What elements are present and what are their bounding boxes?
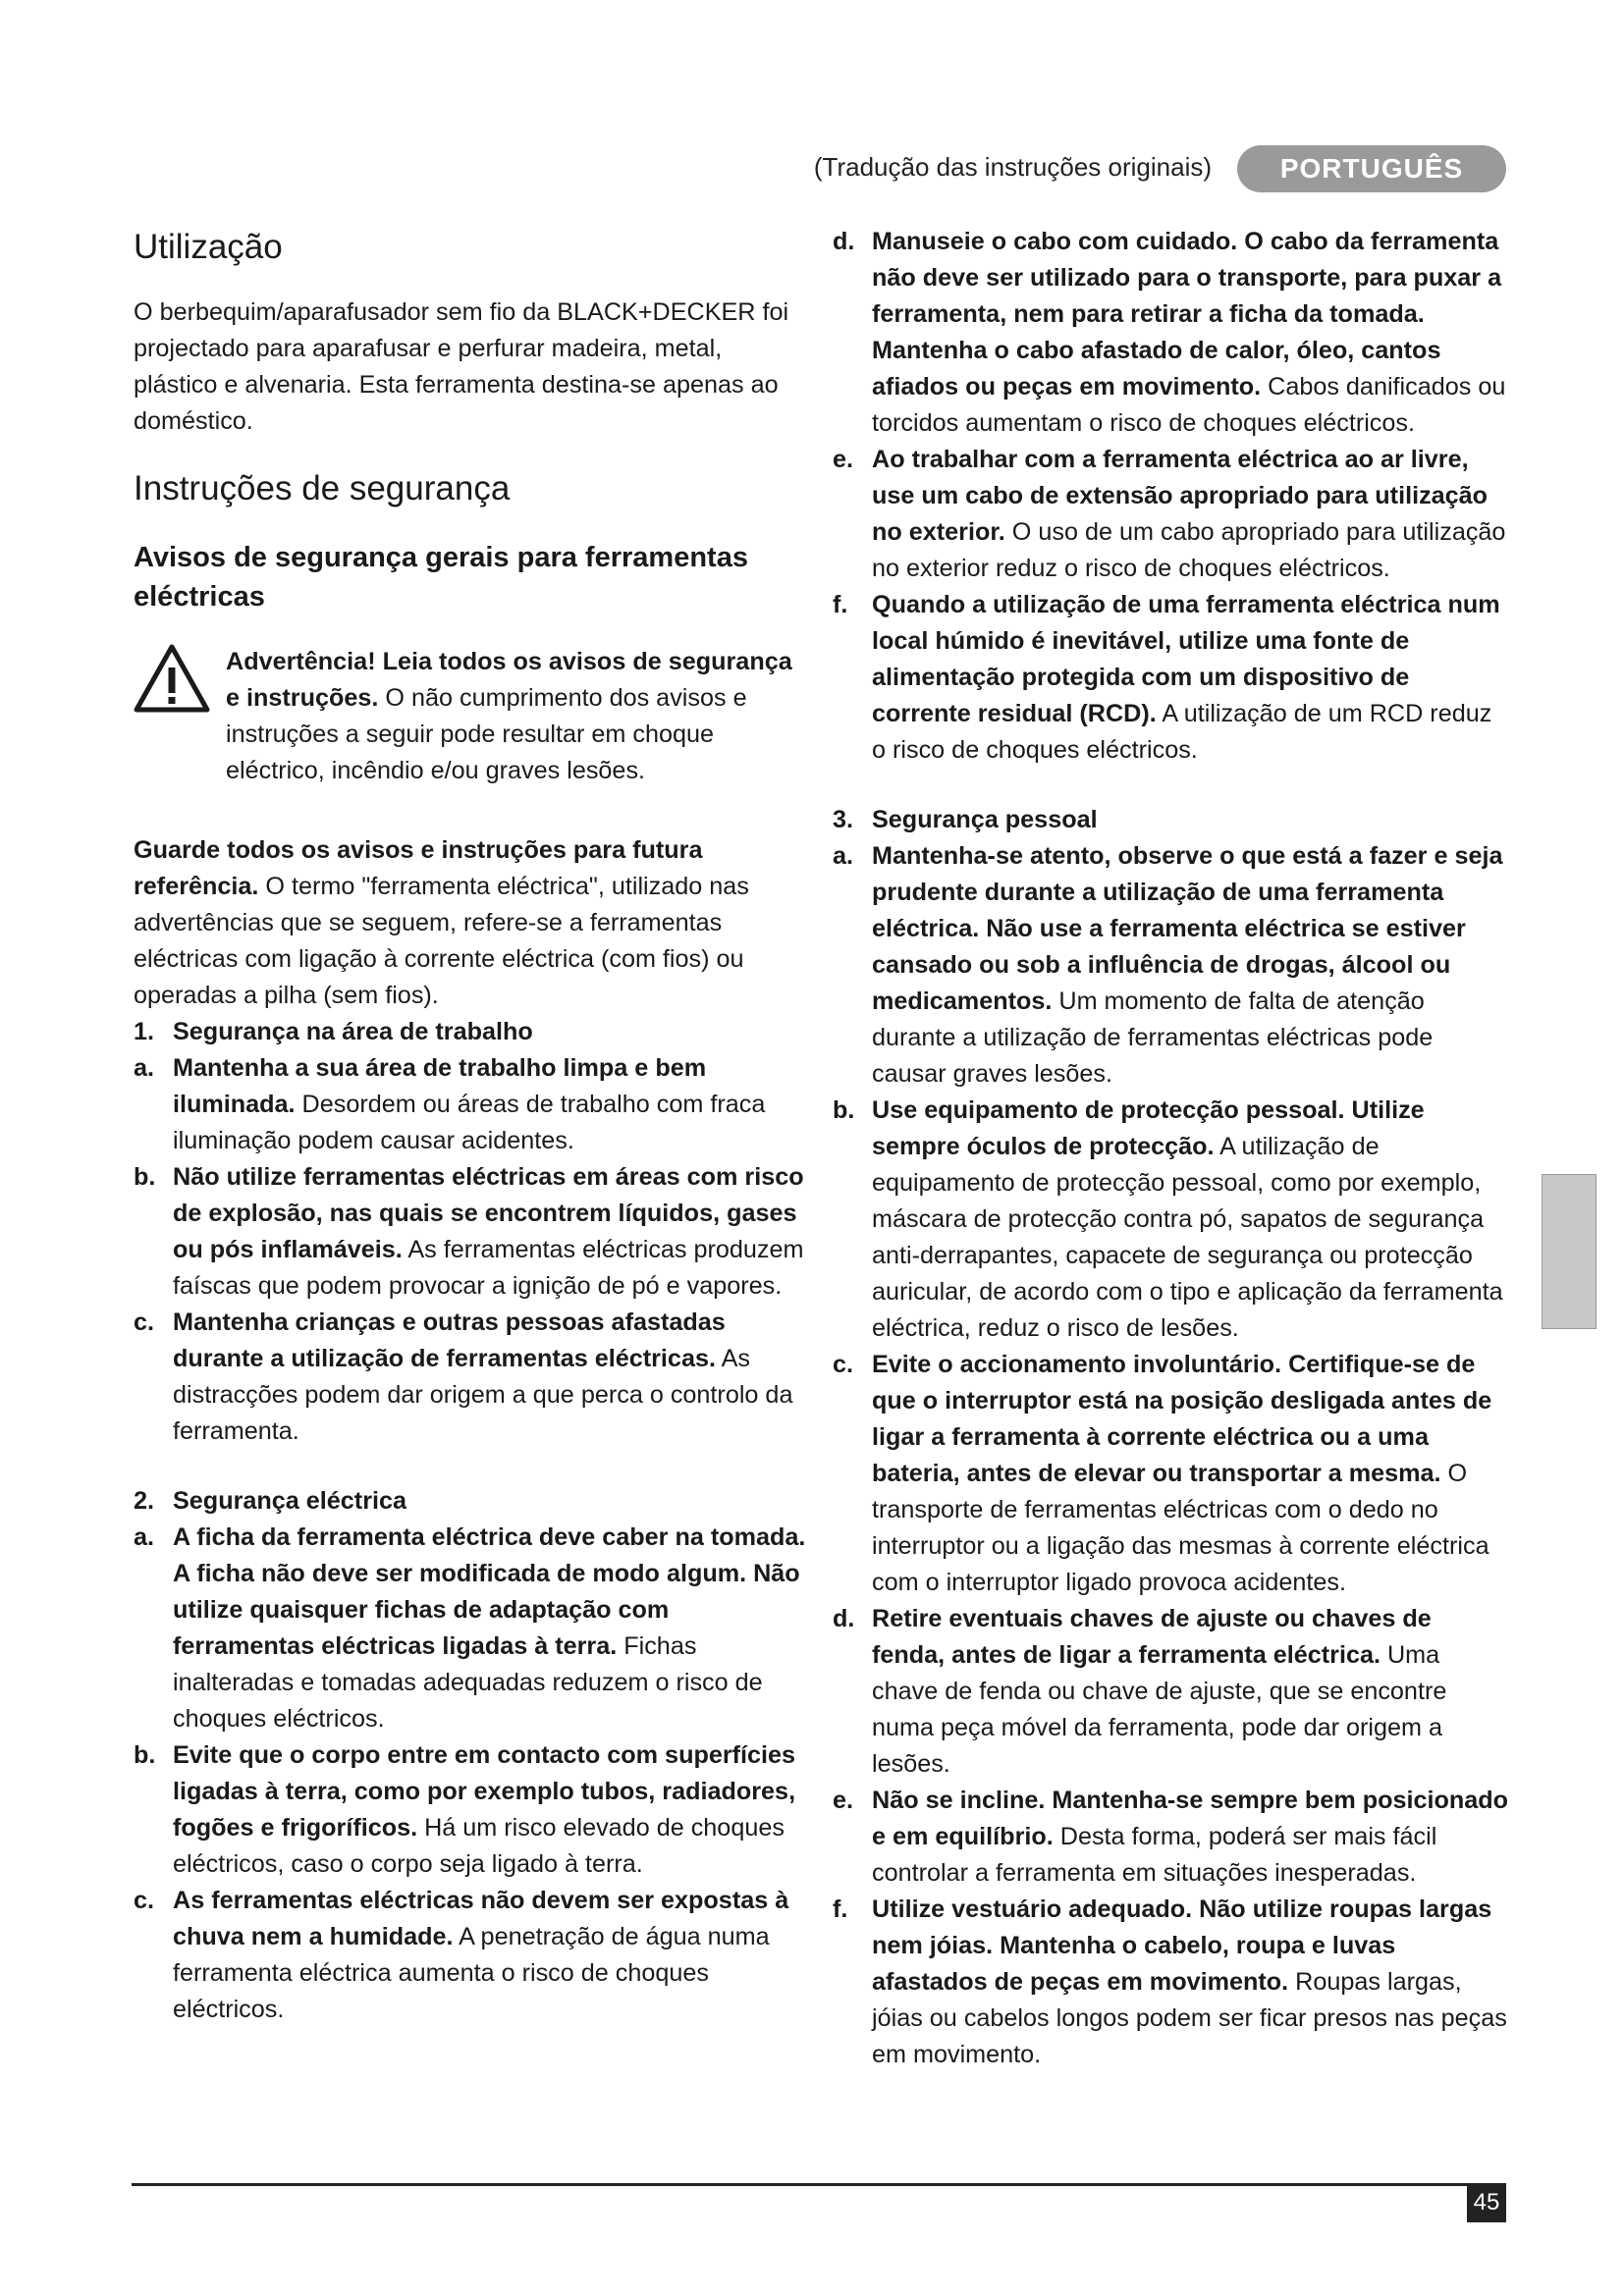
item-text: Uma chave de fenda ou chave de ajuste, que se encontre numa peça móvel da ferramenta, pode dar origem a lesões. [872, 1641, 1447, 1778]
item-bold: Mantenha a sua área de trabalho limpa e bem iluminada. [173, 1054, 707, 1118]
item-text: As distracções podem dar origem a que perca o controlo da ferramenta. [173, 1345, 793, 1445]
heading-safety: Instruções de segurança [134, 469, 511, 507]
warning-text: O não cumprimento dos avisos e instruções a seguir pode resultar em choque eléctrico, incêndio e/ou graves lesões. [226, 684, 747, 784]
section-electrical-safety-cont [833, 224, 1510, 769]
item-label: c. [134, 1887, 155, 1914]
section-number: 3. [833, 806, 854, 833]
warning-block [134, 644, 811, 789]
item-label: f. [833, 1896, 848, 1923]
item-bold: Ao trabalhar com a ferramenta eléctrica ao ar livre, use um cabo de extensão apropriado para utilização no exterior. [872, 446, 1489, 546]
keep-instructions [134, 832, 811, 1014]
item-bold: A ficha da ferramenta eléctrica deve caber na tomada. A ficha não deve ser modificada de modo algum. Não utilize quaisquer fichas de adaptação com ferramentas eléctricas ligadas à terra. [173, 1523, 806, 1660]
list-item [833, 442, 1510, 587]
right-column [833, 224, 1510, 2107]
warning-bold: Advertência! Leia todos os avisos de segurança e instruções. [226, 648, 792, 712]
item-bold: Mantenha crianças e outras pessoas afastadas durante a utilização de ferramentas eléctricas. [173, 1308, 726, 1372]
keep-bold: Guarde todos os avisos e instruções para futura referência. [134, 836, 703, 900]
item-label: e. [833, 446, 854, 473]
item-text: Um momento de falta de atenção durante a utilização de ferramentas eléctricas pode causar graves lesões. [872, 988, 1434, 1088]
item-text: As ferramentas eléctricas produzem faíscas que podem provocar a ignição de pó e vapores. [173, 1236, 804, 1300]
list-item [833, 1093, 1510, 1347]
item-bold: Retire eventuais chaves de ajuste ou chaves de fenda, antes de ligar a ferramenta eléctrica. [872, 1605, 1432, 1669]
list-item [134, 1159, 811, 1305]
item-label: e. [833, 1787, 854, 1814]
heading-general-warnings: Avisos de segurança gerais para ferramentas eléctricas [134, 542, 748, 613]
item-bold: Utilize vestuário adequado. Não utilize roupas largas nem jóias. Mantenha o cabelo, roupa e luvas afastados de peças em movimento. [872, 1896, 1492, 1996]
list-item [833, 1892, 1510, 2073]
item-label: c. [134, 1308, 155, 1336]
section-personal-safety [833, 802, 1510, 2073]
item-text: A utilização de equipamento de protecção pessoal, como por exemplo, máscara de protecção contra pó, sapatos de segurança anti-derrapantes, capacete de segurança ou protecção auricular, de acordo com o tipo e aplicação da ferramenta eléctrica, reduz o risco de lesões. [872, 1133, 1503, 1342]
item-text: O uso de um cabo apropriado para utilização no exterior reduz o risco de choques eléctricos. [872, 518, 1506, 582]
item-bold: Não utilize ferramentas eléctricas em áreas com risco de explosão, nas quais se encontrem líquidos, gases ou pós inflamáveis. [173, 1163, 804, 1263]
item-label: a. [833, 842, 854, 870]
list-item [134, 1883, 811, 2028]
item-label: b. [134, 1163, 156, 1191]
item-bold: Mantenha-se atento, observe o que está a fazer e seja prudente durante a utilização de uma ferramenta eléctrica. Não use a ferramenta eléctrica se estiver cansado ou sob a influência de drogas, álcool ou medicamentos. [872, 842, 1503, 1015]
list-item [833, 1783, 1510, 1892]
section-title-text: Segurança eléctrica [173, 1487, 407, 1515]
section-electrical-safety [134, 1483, 811, 2028]
item-text: Desta forma, poderá ser mais fácil controlar a ferramenta em situações inesperadas. [872, 1823, 1437, 1887]
item-bold: Use equipamento de protecção pessoal. Utilize sempre óculos de protecção. [872, 1096, 1425, 1160]
list-item [833, 587, 1510, 769]
item-label: c. [833, 1351, 854, 1378]
item-label: d. [833, 1605, 855, 1632]
item-label: b. [134, 1741, 156, 1769]
item-bold: Evite que o corpo entre em contacto com superfícies ligadas à terra, como por exemplo tubos, radiadores, fogões e frigoríficos. [173, 1741, 796, 1842]
item-text: Desordem ou áreas de trabalho com fraca iluminação podem causar acidentes. [173, 1091, 766, 1154]
item-bold: Não se incline. Mantenha-se sempre bem posicionado e em equilíbrio. [872, 1787, 1509, 1850]
item-bold: Evite o accionamento involuntário. Certifique-se de que o interruptor está na posição desligada antes de ligar a ferramenta à corrente eléctrica ou a uma bateria, antes de elevar ou transportar a mesma. [872, 1351, 1492, 1487]
side-thumb-tab [1542, 1174, 1597, 1329]
item-text: Roupas largas, jóias ou cabelos longos podem ser ficar presos nas peças em movimento. [872, 1968, 1507, 2068]
item-label: a. [134, 1054, 155, 1082]
heading-usage: Utilização [134, 228, 283, 266]
left-column [134, 224, 811, 2061]
section-number: 1. [134, 1018, 155, 1045]
item-bold: Quando a utilização de uma ferramenta eléctrica num local húmido é inevitável, utilize uma fonte de alimentação protegida com um dispositivo de corrente residual (RCD). [872, 591, 1500, 727]
language-badge: PORTUGUÊS [1237, 145, 1506, 192]
item-text: A penetração de água numa ferramenta eléctrica aumenta o risco de choques eléctricos. [173, 1923, 770, 2023]
item-label: b. [833, 1096, 855, 1124]
usage-text: O berbequim/aparafusador sem fio da BLACK+DECKER foi projectado para aparafusar e perfurar madeira, metal, plástico e alvenaria. Esta ferramenta destina-se apenas ao doméstico. [134, 298, 789, 435]
section-title [134, 1014, 811, 1050]
list-item [134, 1050, 811, 1159]
list-item [134, 1520, 811, 1737]
header-subtitle: (Tradução das instruções originais) [813, 152, 1212, 182]
item-text: O transporte de ferramentas eléctricas com o dedo no interruptor ou a ligação das mesmas à corrente eléctrica com o interruptor ligado provoca acidentes. [872, 1460, 1489, 1596]
item-label: d. [833, 228, 855, 255]
footer-rule [132, 2183, 1467, 2186]
section-title-text: Segurança pessoal [872, 806, 1098, 833]
section-number: 2. [134, 1487, 155, 1515]
section-title [134, 1483, 811, 1520]
section-title-text: Segurança na área de trabalho [173, 1018, 533, 1045]
item-text: A utilização de um RCD reduz o risco de choques eléctricos. [872, 700, 1492, 764]
item-bold: As ferramentas eléctricas não devem ser expostas à chuva nem a humidade. [173, 1887, 789, 1950]
section-work-area [134, 1014, 811, 1450]
list-item [833, 224, 1510, 442]
item-bold: Manuseie o cabo com cuidado. O cabo da ferramenta não deve ser utilizado para o transporte, para puxar a ferramenta, nem para retirar a ficha da tomada. Mantenha o cabo afastado de calor, óleo, cantos afiados ou peças em movimento. [872, 228, 1502, 400]
list-item [134, 1305, 811, 1450]
item-text: Cabos danificados ou torcidos aumentam o risco de choques eléctricos. [872, 373, 1506, 437]
keep-text: O termo "ferramenta eléctrica", utilizado nas advertências que se seguem, refere-se a ferramentas eléctricas com ligação à corrente eléctrica (com fios) ou operadas a pilha (sem fios). [134, 873, 749, 1009]
list-item [833, 838, 1510, 1093]
page-number: 45 [1467, 2183, 1506, 2222]
section-title [833, 802, 1510, 838]
list-item [833, 1601, 1510, 1783]
list-item [134, 1737, 811, 1883]
list-item [833, 1347, 1510, 1601]
item-label: a. [134, 1523, 155, 1551]
item-text: Fichas inalteradas e tomadas adequadas reduzem o risco de choques eléctricos. [173, 1632, 763, 1733]
warning-triangle-icon [134, 644, 210, 713]
item-label: f. [833, 591, 848, 618]
item-text: Há um risco elevado de choques eléctricos, caso o corpo seja ligado à terra. [173, 1814, 785, 1878]
